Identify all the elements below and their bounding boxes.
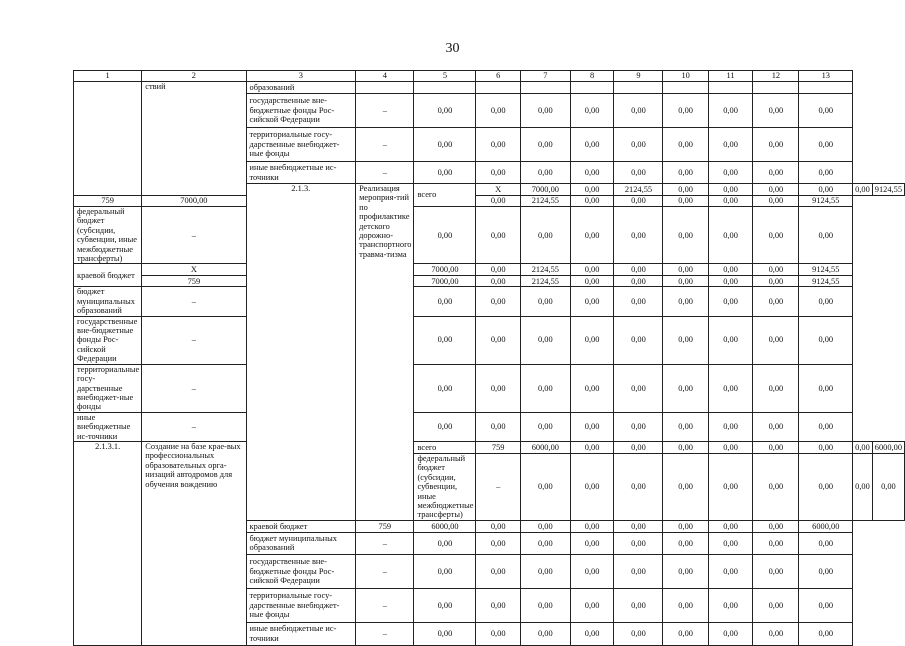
amount-cell: 0,00 xyxy=(663,412,708,441)
code-cell: – xyxy=(142,207,246,264)
table-row xyxy=(74,287,905,316)
amount-cell xyxy=(614,82,663,94)
activity-name: ствий xyxy=(142,82,246,196)
amount-cell xyxy=(663,82,708,94)
amount-cell: 0,00 xyxy=(753,207,799,264)
amount-cell: 0,00 xyxy=(614,196,663,207)
amount-cell: 0,00 xyxy=(570,276,614,287)
amount-cell: 0,00 xyxy=(614,207,663,264)
amount-cell: 0,00 xyxy=(663,441,708,453)
code-cell: – xyxy=(356,128,414,162)
amount-cell: 9124,55 xyxy=(872,184,904,196)
amount-cell: 0,00 xyxy=(663,453,708,520)
amount-cell: 0,00 xyxy=(753,162,799,184)
amount-cell: 0,00 xyxy=(663,287,708,316)
amount-cell: 0,00 xyxy=(753,453,799,520)
amount-cell: 0,00 xyxy=(414,412,476,441)
amount-cell: 0,00 xyxy=(570,128,614,162)
amount-cell: 0,00 xyxy=(570,287,614,316)
amount-cell: 9124,55 xyxy=(799,196,853,207)
code-cell: – xyxy=(356,532,414,554)
funding-source: государственные вне-бюджетные фонды Рос-сийской Федерации xyxy=(246,94,356,128)
amount-cell: 0,00 xyxy=(799,316,853,364)
amount-cell: 0,00 xyxy=(708,316,753,364)
amount-cell xyxy=(570,82,614,94)
amount-cell: 0,00 xyxy=(520,207,570,264)
table-row xyxy=(74,207,905,264)
amount-cell: 0,00 xyxy=(663,162,708,184)
amount-cell: 0,00 xyxy=(799,453,853,520)
amount-cell: 0,00 xyxy=(708,412,753,441)
amount-cell: 6000,00 xyxy=(799,520,853,532)
amount-cell: 0,00 xyxy=(520,520,570,532)
table-body xyxy=(74,71,905,646)
amount-cell: 0,00 xyxy=(570,588,614,622)
amount-cell: 0,00 xyxy=(753,184,799,196)
code-cell: – xyxy=(142,316,246,364)
column-header: 1 xyxy=(74,71,142,82)
column-header: 13 xyxy=(799,71,853,82)
amount-cell: 0,00 xyxy=(520,162,570,184)
amount-cell: 0,00 xyxy=(799,441,853,453)
funding-source: иные внебюджетные ис-точники xyxy=(74,412,142,441)
funding-source: территориальные госу-дарственные внебюджет-ные фонды xyxy=(246,588,356,622)
amount-cell: 0,00 xyxy=(708,441,753,453)
amount-cell: 0,00 xyxy=(663,554,708,588)
amount-cell: 0,00 xyxy=(708,207,753,264)
funding-source: территориальные госу-дарственные внебюджет-ные фонды xyxy=(246,128,356,162)
amount-cell: 0,00 xyxy=(570,207,614,264)
table-row xyxy=(74,412,905,441)
column-header: 8 xyxy=(570,71,614,82)
amount-cell: 0,00 xyxy=(753,554,799,588)
amount-cell: 0,00 xyxy=(476,196,521,207)
column-header: 9 xyxy=(614,71,663,82)
amount-cell: 0,00 xyxy=(614,453,663,520)
amount-cell: 0,00 xyxy=(872,453,904,520)
amount-cell: 0,00 xyxy=(708,622,753,645)
amount-cell: 0,00 xyxy=(614,622,663,645)
amount-cell: 0,00 xyxy=(614,441,663,453)
amount-cell: 0,00 xyxy=(614,412,663,441)
amount-cell: 0,00 xyxy=(570,162,614,184)
amount-cell: 0,00 xyxy=(614,264,663,276)
amount-cell: 0,00 xyxy=(476,264,521,276)
amount-cell: 0,00 xyxy=(520,94,570,128)
amount-cell: 0,00 xyxy=(570,520,614,532)
funding-source: бюджет муниципальных образований xyxy=(74,287,142,316)
code-cell: 759 xyxy=(142,276,246,287)
amount-cell: 9124,55 xyxy=(799,264,853,276)
funding-source: образований xyxy=(246,82,356,94)
amount-cell: 0,00 xyxy=(414,207,476,264)
column-header: 6 xyxy=(476,71,521,82)
amount-cell: 0,00 xyxy=(753,364,799,412)
amount-cell: 0,00 xyxy=(570,316,614,364)
amount-cell: 0,00 xyxy=(663,520,708,532)
amount-cell: 0,00 xyxy=(570,412,614,441)
amount-cell: 0,00 xyxy=(753,588,799,622)
amount-cell: 2124,55 xyxy=(520,276,570,287)
amount-cell: 0,00 xyxy=(570,554,614,588)
amount-cell: 0,00 xyxy=(520,364,570,412)
amount-cell: 0,00 xyxy=(476,128,521,162)
code-cell: 759 xyxy=(356,520,414,532)
amount-cell: 0,00 xyxy=(414,128,476,162)
amount-cell: 0,00 xyxy=(708,520,753,532)
funding-source: краевой бюджет xyxy=(74,264,142,287)
funding-source: иные внебюджетные ис-точники xyxy=(246,622,356,645)
column-header: 2 xyxy=(142,71,246,82)
code-cell: – xyxy=(356,622,414,645)
amount-cell: 0,00 xyxy=(753,276,799,287)
funding-source: бюджет муниципальных образований xyxy=(246,532,356,554)
funding-source: иные внебюджетные ис-точники xyxy=(246,162,356,184)
amount-cell: 0,00 xyxy=(614,287,663,316)
amount-cell: 0,00 xyxy=(476,94,521,128)
amount-cell: 0,00 xyxy=(663,196,708,207)
amount-cell: 0,00 xyxy=(663,184,708,196)
amount-cell: 0,00 xyxy=(520,532,570,554)
amount-cell: 0,00 xyxy=(614,520,663,532)
amount-cell: 0,00 xyxy=(414,287,476,316)
amount-cell: 0,00 xyxy=(663,364,708,412)
amount-cell: 0,00 xyxy=(520,412,570,441)
amount-cell: 0,00 xyxy=(570,184,614,196)
amount-cell: 0,00 xyxy=(520,554,570,588)
amount-cell: 0,00 xyxy=(753,412,799,441)
amount-cell: 2124,55 xyxy=(520,264,570,276)
code-cell: – xyxy=(356,94,414,128)
code-cell: – xyxy=(142,412,246,441)
funding-source: территориальные госу-дарственные внебюджет-ные фонды xyxy=(74,364,142,412)
amount-cell: 0,00 xyxy=(753,196,799,207)
amount-cell: 0,00 xyxy=(708,184,753,196)
amount-cell: 7000,00 xyxy=(414,264,476,276)
table-row xyxy=(74,364,905,412)
amount-cell: 0,00 xyxy=(414,622,476,645)
amount-cell: 0,00 xyxy=(520,128,570,162)
amount-cell: 0,00 xyxy=(414,532,476,554)
code-cell: – xyxy=(356,162,414,184)
amount-cell: 0,00 xyxy=(853,453,873,520)
amount-cell: 0,00 xyxy=(663,316,708,364)
amount-cell: 0,00 xyxy=(708,364,753,412)
amount-cell: 0,00 xyxy=(799,364,853,412)
code-cell: X xyxy=(476,184,521,196)
amount-cell: 0,00 xyxy=(614,128,663,162)
amount-cell: 0,00 xyxy=(799,162,853,184)
activity-name: Реализация мероприя-тий по профилактике детского дорожно-транспортного травма-тизма xyxy=(356,184,414,521)
code-cell: – xyxy=(356,588,414,622)
amount-cell: 0,00 xyxy=(708,128,753,162)
amount-cell: 0,00 xyxy=(799,94,853,128)
amount-cell: 0,00 xyxy=(614,532,663,554)
amount-cell: 0,00 xyxy=(663,588,708,622)
amount-cell: 0,00 xyxy=(753,128,799,162)
amount-cell: 0,00 xyxy=(614,276,663,287)
amount-cell: 2124,55 xyxy=(520,196,570,207)
amount-cell: 0,00 xyxy=(799,184,853,196)
code-cell: – xyxy=(476,453,521,520)
amount-cell: 0,00 xyxy=(663,207,708,264)
amount-cell: 0,00 xyxy=(708,588,753,622)
code-cell: – xyxy=(142,364,246,412)
amount-cell xyxy=(476,82,521,94)
amount-cell: 0,00 xyxy=(708,94,753,128)
funding-source: всего xyxy=(414,184,476,207)
amount-cell: 0,00 xyxy=(414,162,476,184)
amount-cell: 2124,55 xyxy=(614,184,663,196)
funding-source: всего xyxy=(414,441,476,453)
amount-cell: 0,00 xyxy=(799,287,853,316)
amount-cell: 0,00 xyxy=(663,532,708,554)
code-cell: X xyxy=(142,264,246,276)
amount-cell: 0,00 xyxy=(520,287,570,316)
amount-cell: 0,00 xyxy=(614,94,663,128)
amount-cell: 0,00 xyxy=(663,264,708,276)
column-header: 10 xyxy=(663,71,708,82)
amount-cell: 0,00 xyxy=(853,184,873,196)
amount-cell xyxy=(520,82,570,94)
amount-cell: 0,00 xyxy=(799,412,853,441)
activity-name: Создание на базе крае-вых профессиональных образовательных орга-низаций автодромов для обучения вождению xyxy=(142,441,246,645)
amount-cell: 0,00 xyxy=(476,520,521,532)
amount-cell: 0,00 xyxy=(708,287,753,316)
amount-cell: 0,00 xyxy=(476,287,521,316)
amount-cell: 0,00 xyxy=(520,316,570,364)
code-cell xyxy=(356,82,414,94)
amount-cell: 6000,00 xyxy=(414,520,476,532)
amount-cell: 0,00 xyxy=(663,276,708,287)
amount-cell: 0,00 xyxy=(663,128,708,162)
amount-cell: 0,00 xyxy=(570,264,614,276)
amount-cell: 0,00 xyxy=(520,588,570,622)
amount-cell: 0,00 xyxy=(570,453,614,520)
table-row xyxy=(74,276,905,287)
table-row xyxy=(74,196,905,207)
amount-cell: 0,00 xyxy=(708,532,753,554)
amount-cell: 9124,55 xyxy=(799,276,853,287)
table-row xyxy=(74,264,905,276)
amount-cell: 0,00 xyxy=(476,532,521,554)
amount-cell: 0,00 xyxy=(708,196,753,207)
column-header: 5 xyxy=(414,71,476,82)
item-number xyxy=(74,82,142,196)
amount-cell: 0,00 xyxy=(414,94,476,128)
amount-cell: 0,00 xyxy=(708,264,753,276)
amount-cell: 0,00 xyxy=(799,532,853,554)
amount-cell: 0,00 xyxy=(570,532,614,554)
item-number: 2.1.3. xyxy=(246,184,356,521)
amount-cell: 7000,00 xyxy=(414,276,476,287)
amount-cell: 0,00 xyxy=(663,622,708,645)
amount-cell: 0,00 xyxy=(663,94,708,128)
column-header: 7 xyxy=(520,71,570,82)
amount-cell: 0,00 xyxy=(614,588,663,622)
amount-cell: 0,00 xyxy=(614,364,663,412)
amount-cell: 0,00 xyxy=(520,453,570,520)
amount-cell: 0,00 xyxy=(476,622,521,645)
amount-cell: 0,00 xyxy=(414,588,476,622)
amount-cell: 0,00 xyxy=(476,276,521,287)
amount-cell: 0,00 xyxy=(520,622,570,645)
column-header: 11 xyxy=(708,71,753,82)
amount-cell: 0,00 xyxy=(476,588,521,622)
column-header-row xyxy=(74,71,905,82)
amount-cell: 0,00 xyxy=(753,532,799,554)
item-number: 2.1.3.1. xyxy=(74,441,142,645)
amount-cell: 0,00 xyxy=(476,412,521,441)
amount-cell: 0,00 xyxy=(476,316,521,364)
funding-source: государственные вне-бюджетные фонды Рос-сийской Федерации xyxy=(246,554,356,588)
column-header: 4 xyxy=(356,71,414,82)
amount-cell: 0,00 xyxy=(570,622,614,645)
amount-cell: 0,00 xyxy=(570,364,614,412)
amount-cell xyxy=(414,82,476,94)
code-cell: 759 xyxy=(476,441,521,453)
amount-cell: 0,00 xyxy=(614,316,663,364)
amount-cell: 0,00 xyxy=(476,554,521,588)
amount-cell: 0,00 xyxy=(476,207,521,264)
amount-cell: 0,00 xyxy=(753,94,799,128)
code-cell: – xyxy=(356,554,414,588)
amount-cell: 0,00 xyxy=(853,441,873,453)
amount-cell: 0,00 xyxy=(708,554,753,588)
amount-cell xyxy=(799,82,853,94)
funding-source: краевой бюджет xyxy=(246,520,356,532)
amount-cell: 0,00 xyxy=(753,622,799,645)
amount-cell: 6000,00 xyxy=(520,441,570,453)
amount-cell: 0,00 xyxy=(708,276,753,287)
column-header: 12 xyxy=(753,71,799,82)
amount-cell: 0,00 xyxy=(414,364,476,412)
funding-source: федеральный бюджет (субсидии, субвенции, иные межбюджетные трансферты) xyxy=(414,453,476,520)
amount-cell: 0,00 xyxy=(753,520,799,532)
amount-cell: 0,00 xyxy=(476,364,521,412)
amount-cell: 0,00 xyxy=(799,554,853,588)
amount-cell: 0,00 xyxy=(753,441,799,453)
table-row xyxy=(74,82,905,94)
amount-cell: 0,00 xyxy=(414,316,476,364)
amount-cell: 0,00 xyxy=(570,196,614,207)
amount-cell: 0,00 xyxy=(708,453,753,520)
amount-cell: 0,00 xyxy=(614,162,663,184)
code-cell: 759 xyxy=(74,196,142,207)
amount-cell: 7000,00 xyxy=(520,184,570,196)
amount-cell: 0,00 xyxy=(799,622,853,645)
amount-cell: 0,00 xyxy=(614,554,663,588)
page-number: 30 xyxy=(445,41,460,56)
amount-cell: 0,00 xyxy=(799,588,853,622)
amount-cell: 0,00 xyxy=(476,162,521,184)
amount-cell: 0,00 xyxy=(570,441,614,453)
amount-cell: 0,00 xyxy=(753,287,799,316)
amount-cell: 7000,00 xyxy=(142,196,246,207)
amount-cell: 0,00 xyxy=(414,554,476,588)
amount-cell xyxy=(753,82,799,94)
code-cell: – xyxy=(142,287,246,316)
amount-cell: 0,00 xyxy=(708,162,753,184)
amount-cell: 0,00 xyxy=(799,207,853,264)
budget-table xyxy=(73,70,905,646)
funding-source: государственные вне-бюджетные фонды Рос-сийской Федерации xyxy=(74,316,142,364)
amount-cell: 0,00 xyxy=(799,128,853,162)
table-row xyxy=(74,441,905,453)
amount-cell: 0,00 xyxy=(570,94,614,128)
column-header: 3 xyxy=(246,71,356,82)
amount-cell: 0,00 xyxy=(753,316,799,364)
table-row xyxy=(74,316,905,364)
funding-source: федеральный бюджет (субсидии, субвенции, иные межбюджетные трансферты) xyxy=(74,207,142,264)
amount-cell xyxy=(708,82,753,94)
amount-cell: 0,00 xyxy=(753,264,799,276)
amount-cell: 6000,00 xyxy=(872,441,904,453)
